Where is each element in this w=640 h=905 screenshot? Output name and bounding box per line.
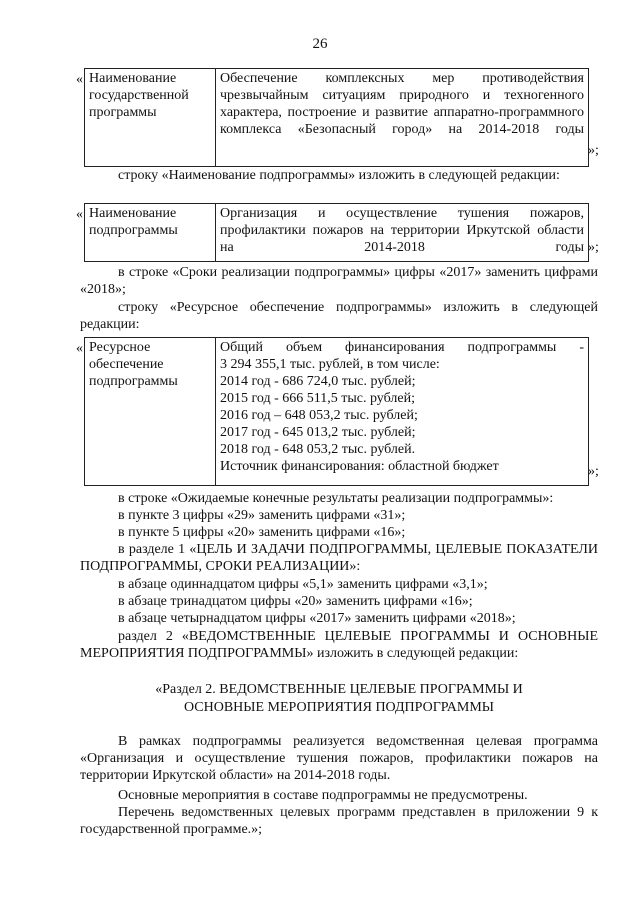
paragraph-section-2: раздел 2 «ВЕДОМСТВЕННЫЕ ЦЕЛЕВЫЕ ПРОГРАММЫ И ОСНОВНЫЕ МЕРОПРИЯТИЯ ПОДПРОГРАММЫ» изложить в следующей редакции: [80,629,598,661]
paragraph-departmental-program: В рамках подпрограммы реализуется ведомственная целевая программа «Организация и осуществление тушения пожаров, профилактики пожаров на территории Иркутской области» на 2014-2018 годы. [80,734,598,783]
paragraph-no-main-measures: Основные мероприятия в составе подпрограммы не предусмотрены. [118,788,528,803]
resources-line: 3 294 355,1 тыс. рублей, в том числе: [220,357,440,372]
program-name-table [84,68,589,167]
paragraph-abzac-13: в абзаце тринадцатом цифры «20» заменить цифрами «16»; [118,594,473,609]
paragraph-abzac-14: в абзаце четырнадцатом цифры «2017» заменить цифрами «2018»; [118,611,516,626]
paragraph-item-3: в пункте 3 цифры «29» заменить цифрами «31»; [118,508,406,523]
section-2-heading [80,681,598,717]
resources-line: 2018 год - 648 053,2 тыс. рублей. [220,442,416,457]
resources-line: Источник финансирования: областной бюджет [220,459,499,474]
subprogram-name-value: Организация и осуществление тушения пожаров, профилактики пожаров на территории Иркутской области на 2014-2018 годы [216,204,589,262]
opening-quote: « [76,72,83,87]
paragraph-abzac-11: в абзаце одиннадцатом цифры «5,1» заменить цифрами «3,1»; [118,577,488,592]
resources-line: Общий объем финансирования подпрограммы - [220,340,584,355]
program-name-value: Обеспечение комплексных мер противодействия чрезвычайным ситуациям природного и техногенного характера, построение и развитие аппаратно-программного комплекса «Безопасный город» на 2014-2018 годы [216,69,589,167]
subprogram-name-table [84,203,589,262]
resources-line: 2014 год - 686 724,0 тыс. рублей; [220,374,416,389]
section-2-heading-line-2: ОСНОВНЫЕ МЕРОПРИЯТИЯ ПОДПРОГРАММЫ [183,700,495,715]
page-number: 26 [312,36,328,52]
resources-value [216,338,589,486]
resources-table [84,337,589,486]
section-2-heading-line-1: «Раздел 2. ВЕДОМСТВЕННЫЕ ЦЕЛЕВЫЕ ПРОГРАММЫ И [155,682,523,697]
paragraph-item-5: в пункте 5 цифры «20» заменить цифрами «16»; [118,525,406,540]
paragraph-expected-results: в строке «Ожидаемые конечные результаты реализации подпрограммы»: [118,491,554,506]
closing-quote: »; [588,143,599,158]
program-name-label: Наименование государственной программы [85,69,216,167]
resources-line: 2016 год – 648 053,2 тыс. рублей; [220,408,418,423]
subprogram-name-label: Наименование подпрограммы [85,204,216,262]
paragraph-subprogram-name-intro: строку «Наименование подпрограммы» изложить в следующей редакции: [118,168,560,183]
paragraph-section-1: в разделе 1 «ЦЕЛЬ И ЗАДАЧИ ПОДПРОГРАММЫ, ЦЕЛЕВЫЕ ПОКАЗАТЕЛИ ПОДПРОГРАММЫ, СРОКИ РЕАЛИЗАЦИИ»: [80,542,598,574]
closing-quote: »; [588,464,599,479]
paragraph-list-of-programs: Перечень ведомственных целевых программ представлен в приложении 9 к государственной программе.»; [80,805,598,837]
closing-quote: »; [588,240,599,255]
resources-label: Ресурсное обеспечение подпрограммы [85,338,216,486]
opening-quote: « [76,341,83,356]
paragraph-deadlines: в строке «Сроки реализации подпрограммы» цифры «2017» заменить цифрами «2018»; [80,265,598,297]
paragraph-resources-intro: строку «Ресурсное обеспечение подпрограммы» изложить в следующей редакции: [80,300,598,332]
resources-line: 2017 год - 645 013,2 тыс. рублей; [220,425,416,440]
resources-line: 2015 год - 666 511,5 тыс. рублей; [220,391,415,406]
opening-quote: « [76,207,83,222]
